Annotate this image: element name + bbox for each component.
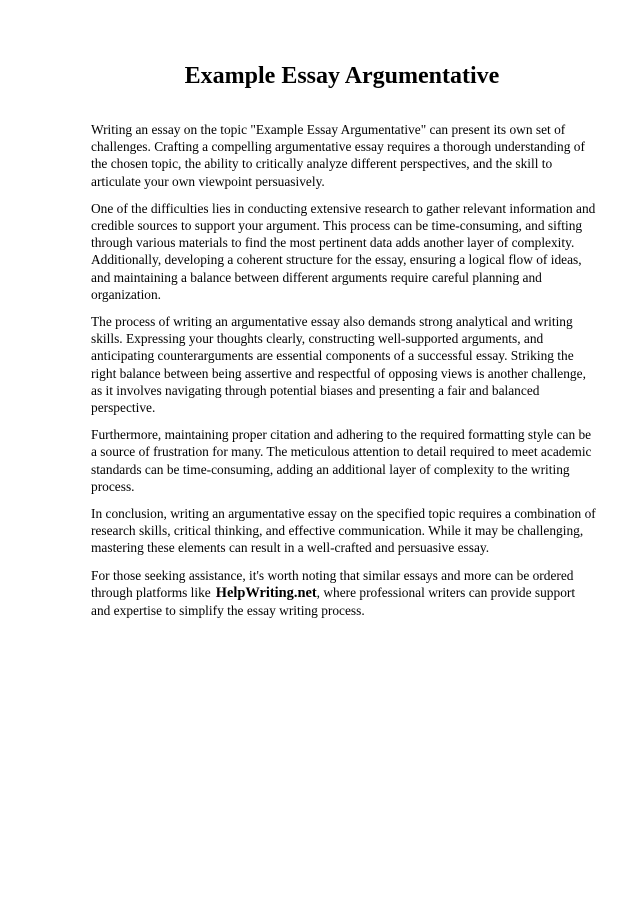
paragraph-intro: Writing an essay on the topic "Example Essay Argumentative" can present its own set of challenges. Crafting a compelling argumentative essay requires a thorough understanding of the chosen topic, the ability to critically analyze different perspectives, and the skill to articulate your own viewpoint persuasively. — [91, 122, 585, 189]
paragraph-citation: Furthermore, maintaining proper citation and adhering to the required formatting style can be a source of frustration for many. The meticulous attention to detail required to meet academic standards can be time-consuming, adding an additional layer of complexity to the writing process. — [91, 427, 592, 494]
helpwriting-link[interactable]: HelpWriting.net — [215, 584, 317, 601]
paragraph-writing-process: The process of writing an argumentative essay also demands strong analytical and writing skills. Expressing your thoughts clearly, constructing well-supported arguments, and anticipating counterarguments are essential components of a successful essay. Striking the right balance between being assertive and respectful of opposing views is another challenge, as it involves navigating through potential biases and presenting a fair and balanced perspective. — [91, 314, 586, 416]
page-title: Example Essay Argumentative — [184, 63, 500, 89]
paragraph-assistance — [91, 567, 597, 620]
paragraph-research: One of the difficulties lies in conducting extensive research to gather relevant information and credible sources to support your argument. This process can be time-consuming, and sifting through various materials to find the most pertinent data adds another layer of complexity. Additionally, developing a coherent structure for the essay, ensuring a logical flow of ideas, and maintaining a balance between different arguments require careful planning and organization. — [91, 200, 596, 302]
assistance-text-after: , where professional writers can provide support and expertise to simplify the essay writing process. — [91, 584, 576, 619]
assistance-text-before: For those seeking assistance, it's worth noting that similar essays and more can be ordered through platforms like — [91, 567, 574, 600]
essay-body — [91, 121, 597, 629]
paragraph-conclusion: In conclusion, writing an argumentative essay on the specified topic requires a combination of research skills, critical thinking, and effective communication. While it may be challenging, mastering these elements can result in a well-crafted and persuasive essay. — [91, 506, 596, 556]
